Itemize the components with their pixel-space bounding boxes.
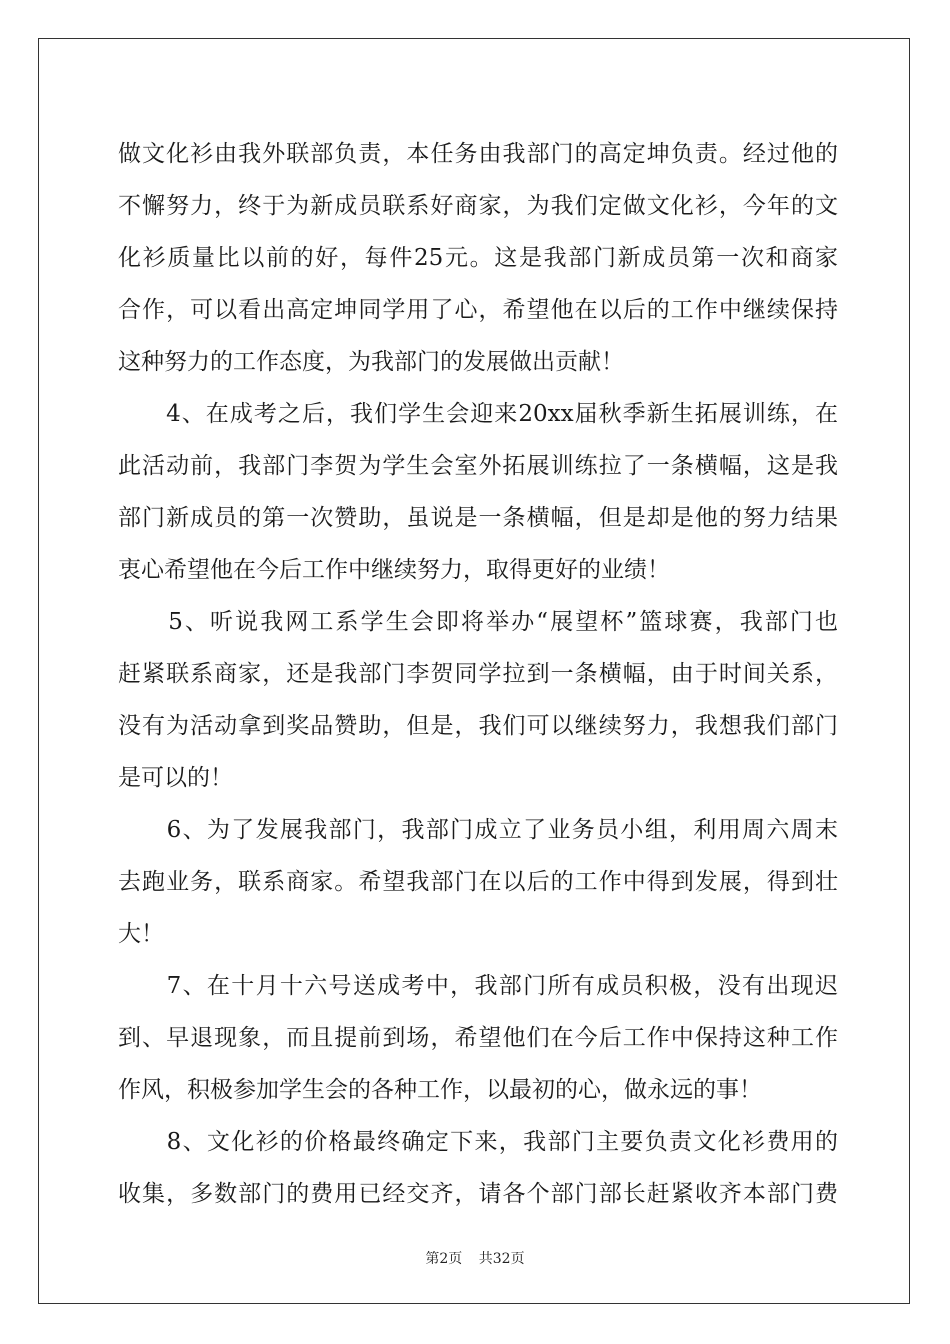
text-line: 5、听说我网工系学生会即将举办“展望杯”篮球赛，我部门也 [118, 609, 838, 635]
text-line: 6、为了发展我部门，我部门成立了业务员小组，利用周六周末 [118, 817, 838, 843]
text-line: 大！ [118, 921, 164, 947]
text-line: 化衫质量比以前的好，每件25元。这是我部门新成员第一次和商家 [118, 245, 838, 271]
page-number: 第2页 [425, 1251, 463, 1267]
text-line: 衷心希望他在今后工作中继续努力，取得更好的业绩！ [118, 557, 670, 583]
text-line: 没有为活动拿到奖品赞助，但是，我们可以继续努力，我想我们部门 [118, 713, 838, 739]
text-line: 不懈努力，终于为新成员联系好商家，为我们定做文化衫，今年的文 [118, 193, 838, 219]
text-line: 此活动前，我部门李贺为学生会室外拓展训练拉了一条横幅，这是我 [118, 453, 838, 479]
text-line: 做文化衫由我外联部负责，本任务由我部门的高定坤负责。经过他的 [118, 141, 838, 167]
text-line: 去跑业务，联系商家。希望我部门在以后的工作中得到发展，得到壮 [118, 869, 838, 895]
text-line: 合作，可以看出高定坤同学用了心，希望他在以后的工作中继续保持 [118, 297, 838, 323]
text-line: 4、在成考之后，我们学生会迎来20xx届秋季新生拓展训练，在 [118, 401, 838, 427]
document-body [118, 128, 838, 1220]
text-line: 是可以的！ [118, 765, 233, 791]
text-line: 作风，积极参加学生会的各种工作，以最初的心，做永远的事！ [118, 1077, 762, 1103]
text-line: 到、早退现象，而且提前到场，希望他们在今后工作中保持这种工作 [118, 1025, 838, 1051]
text-line: 7、在十月十六号送成考中，我部门所有成员积极，没有出现迟 [118, 973, 838, 999]
page-total: 共32页 [478, 1251, 525, 1267]
text-line: 部门新成员的第一次赞助，虽说是一条横幅，但是却是他的努力结果 [118, 505, 838, 531]
page-footer [0, 1248, 950, 1268]
text-line: 收集，多数部门的费用已经交齐，请各个部门部长赶紧收齐本部门费 [118, 1181, 838, 1207]
text-line: 8、文化衫的价格最终确定下来，我部门主要负责文化衫费用的 [118, 1129, 838, 1155]
text-line: 赶紧联系商家，还是我部门李贺同学拉到一条横幅，由于时间关系， [118, 661, 838, 687]
text-line: 这种努力的工作态度，为我部门的发展做出贡献！ [118, 349, 624, 375]
